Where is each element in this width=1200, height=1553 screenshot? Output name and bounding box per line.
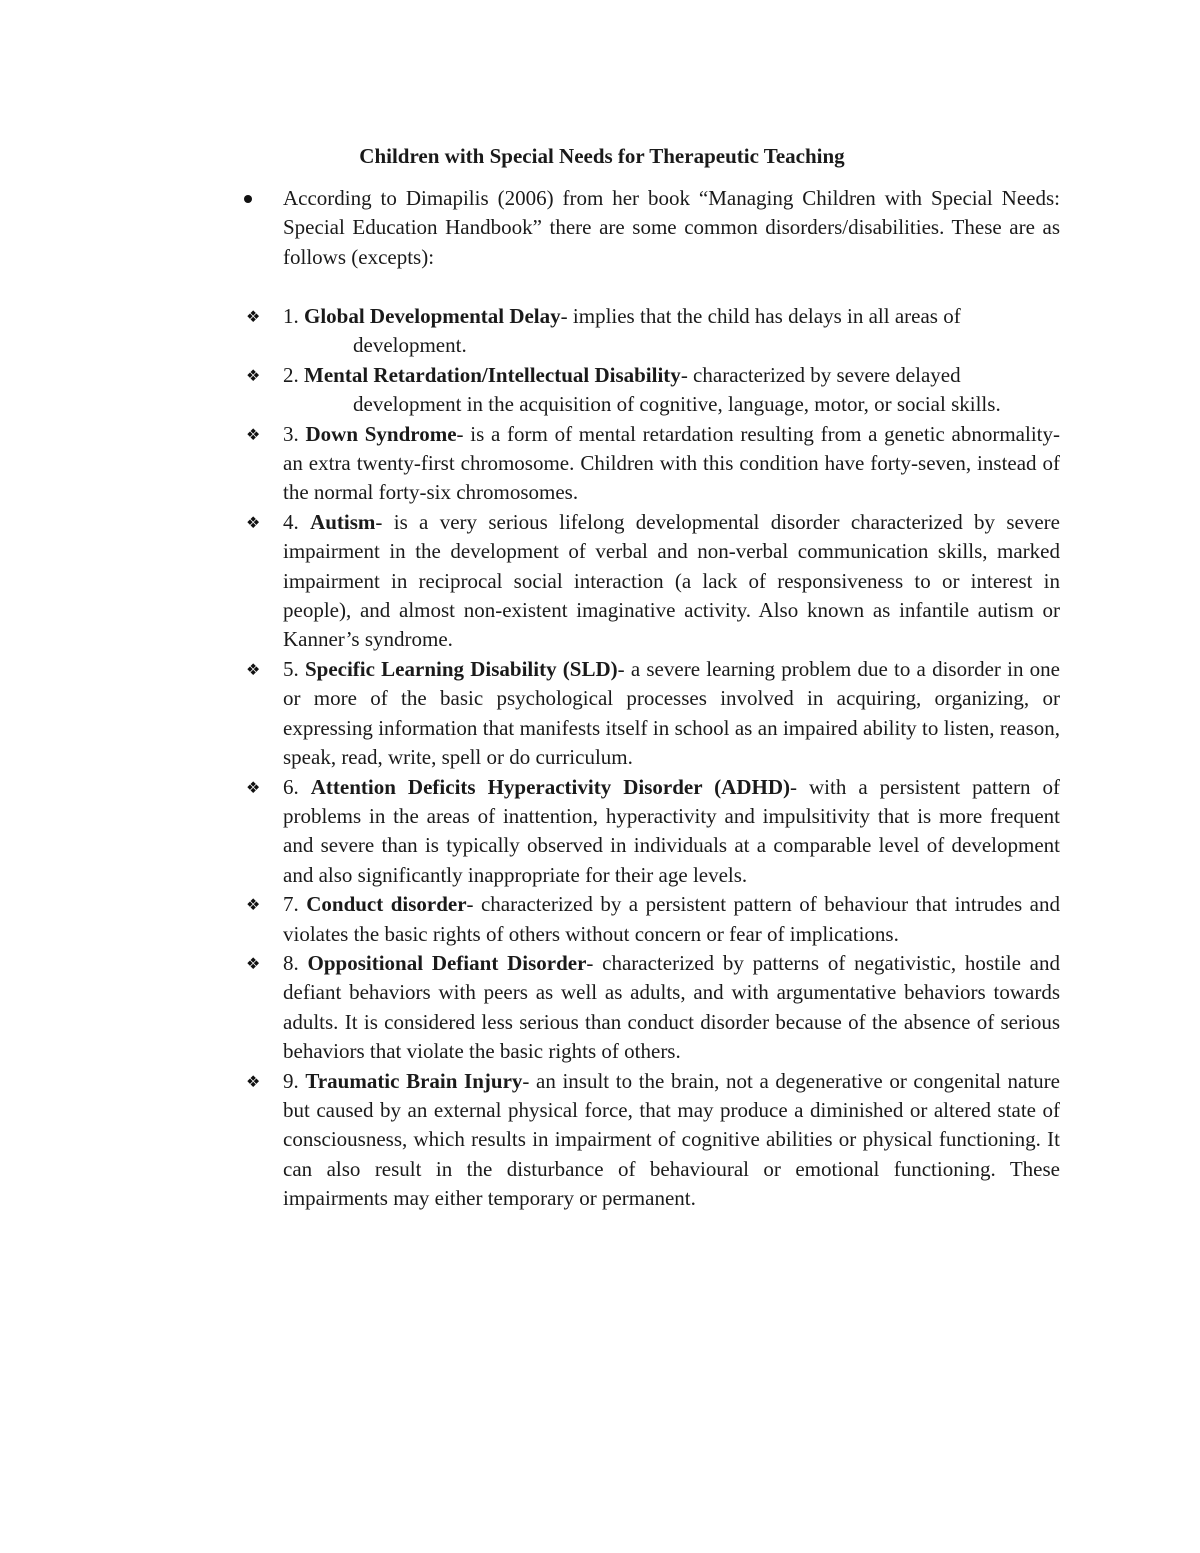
list-item: [244, 420, 1060, 508]
item-number: 2.: [283, 362, 299, 387]
item-number: 3.: [283, 421, 299, 446]
item-term: Oppositional Defiant Disorder: [307, 950, 587, 975]
list-item: [244, 1067, 1060, 1214]
list-item: [244, 508, 1060, 655]
item-text: - with a persistent pattern of problems in the areas of inattention, hyperactivity and impulsitivity that is more frequent and severe than is typically observed in individuals at a comparable level of development and also significantly inappropriate for their age levels.: [283, 774, 1060, 887]
item-term: Autism: [310, 509, 376, 534]
bullet-dot-icon: [244, 195, 252, 203]
list-item: [244, 361, 1060, 420]
item-number: 6.: [283, 774, 299, 799]
intro-text: According to Dimapilis (2006) from her book “Managing Children with Special Needs: Special Education Handbook” there are some common disorders/disabilities. These are as follows (excepts):: [283, 186, 1060, 269]
item-number: 9.: [283, 1068, 299, 1093]
document-title: Children with Special Needs for Therapeutic Teaching: [359, 144, 845, 168]
list-item: [244, 890, 1060, 949]
item-number: 1.: [283, 304, 299, 328]
item-term: Specific Learning Disability (SLD): [304, 656, 618, 681]
list-item: [244, 302, 1060, 361]
item-text: - is a form of mental retardation resulting from a genetic abnormality- an extra twenty-first chromosome. Children with this condition have forty-seven, instead of the normal forty-six chromosomes.: [283, 421, 1061, 505]
item-term: Global Developmental Delay: [304, 304, 561, 328]
diamond-bullet-icon: ❖: [246, 777, 261, 797]
item-number: 8.: [283, 950, 299, 975]
item-text: - a severe learning problem due to a disorder in one or more of the basic psychological processes involved in acquiring, organizing, or expressing information that manifests itself in school as an impaired ability to listen, reason, speak, read, write, spell or do curriculum.: [283, 656, 1060, 770]
diamond-bullet-icon: ❖: [246, 659, 261, 679]
item-term: Conduct disorder: [306, 892, 467, 917]
diamond-bullet-icon: ❖: [246, 365, 261, 385]
diamond-bullet-icon: ❖: [246, 424, 261, 444]
item-term: Mental Retardation/Intellectual Disability: [304, 362, 681, 387]
diamond-bullet-icon: ❖: [246, 307, 261, 326]
disorder-list: [244, 302, 1060, 1214]
item-text: - characterized by patterns of negativistic, hostile and defiant behaviors with peers as well as adults, and with argumentative behaviors towards adults. It is considered less serious than conduct disorder because of the absence of serious behaviors that violate the basic rights of others.: [283, 950, 1060, 1064]
diamond-bullet-icon: ❖: [246, 895, 261, 915]
diamond-bullet-icon: ❖: [246, 512, 261, 532]
item-term: Down Syndrome: [305, 421, 457, 446]
item-number: 4.: [283, 509, 299, 534]
item-text: - an insult to the brain, not a degenerative or congenital nature but caused by an external physical force, that may produce a diminished or altered state of consciousness, which results in impairment of cognitive abilities or physical functioning. It can also result in the disturbance of behavioural or emotional functioning. These impairments may either temporary or permanent.: [283, 1068, 1060, 1211]
item-term: Traumatic Brain Injury: [305, 1068, 523, 1093]
diamond-bullet-icon: ❖: [246, 1071, 261, 1091]
item-text: - implies that the child has delays in all areas of: [560, 304, 961, 328]
item-continuation: development in the acquisition of cognitive, language, motor, or social skills.: [353, 392, 1001, 417]
item-text: - is a very serious lifelong developmental disorder characterized by severe impairment in the development of verbal and non-verbal communication skills, marked impairment in reciprocal social interaction (a lack of responsiveness to or interest in people), and almost non-existent imaginative activity. Also known as infantile autism or Kanner’s syndrome.: [283, 509, 1060, 652]
list-item: [244, 949, 1060, 1067]
item-number: 7.: [283, 892, 299, 917]
diamond-bullet-icon: ❖: [246, 953, 261, 973]
item-continuation: development.: [353, 333, 467, 358]
item-number: 5.: [283, 656, 299, 681]
list-item: [244, 773, 1060, 891]
intro-paragraph: [244, 184, 1060, 272]
item-text: - characterized by severe delayed: [680, 362, 961, 387]
item-text: - characterized by a persistent pattern of behaviour that intrudes and violates the basic rights of others without concern or fear of implications.: [283, 892, 1061, 946]
list-item: [244, 655, 1060, 773]
item-term: Attention Deficits Hyperactivity Disorder (ADHD): [310, 774, 790, 799]
